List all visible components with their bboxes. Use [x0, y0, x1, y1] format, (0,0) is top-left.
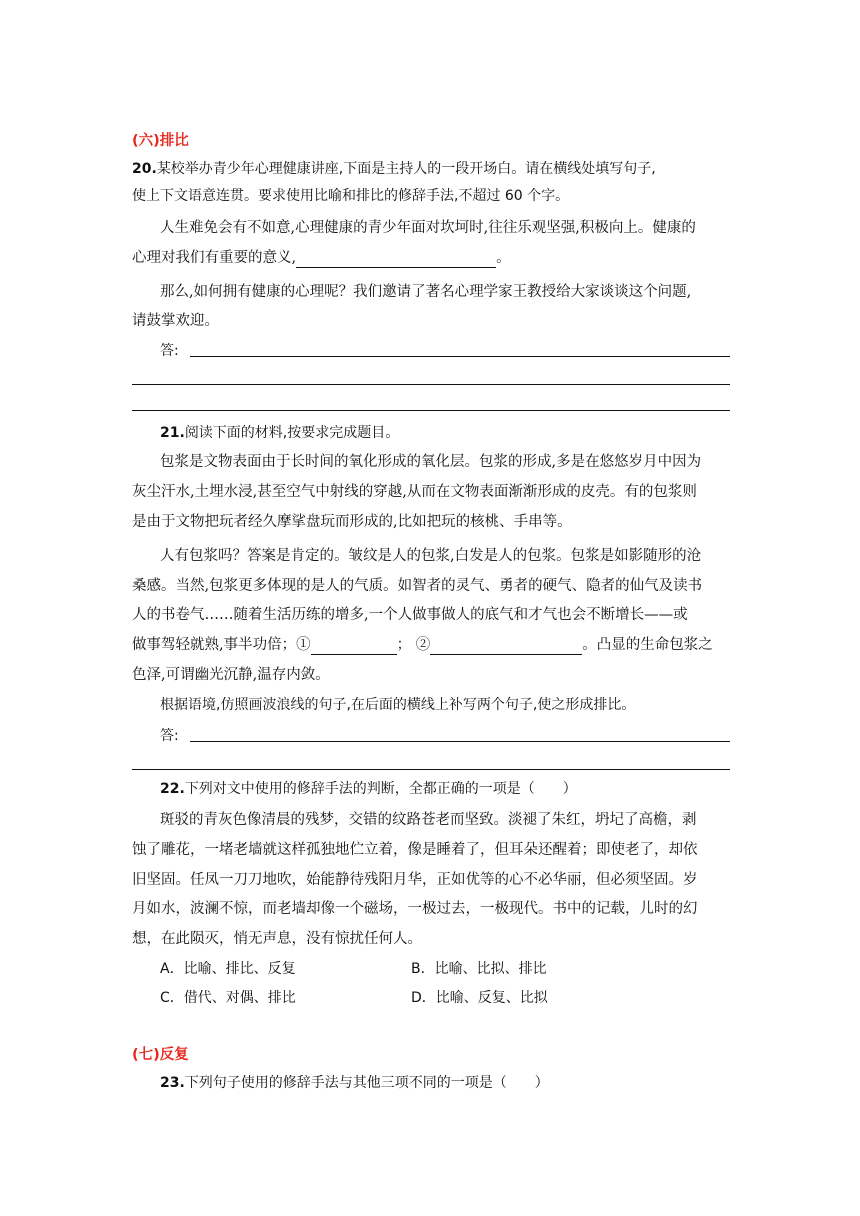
fill-in-blank[interactable] [296, 252, 496, 268]
question-text: 阅读下面的材料,按要求完成题目。 [184, 425, 400, 441]
question-21-stem [160, 423, 399, 443]
question-number: 22. [160, 781, 185, 797]
blank-1-marker: ① [296, 637, 311, 653]
passage-text: 做事驾轻就熟,事半功倍； [132, 637, 297, 653]
option-c[interactable]: C．借代、对偶、排比 [160, 990, 296, 1006]
fill-in-blank-2[interactable] [430, 639, 582, 655]
question-21-passage-line-6: 人的书卷气……随着生活历练的增多,一个人做事做人的底气和才气也会不断增长——或 [132, 607, 688, 623]
question-21-passage-line-5: 桑感。当然,包浆更多体现的是人的气质。如智者的灵气、勇者的硬气、隐者的仙气及读书 [132, 578, 703, 594]
question-21-answer-label: 答: [160, 728, 179, 744]
question-20-passage-line-1: 人生难免会有不如意,心理健康的青少年面对坎坷时,往往乐观坚强,积极向上。健康的 [160, 220, 696, 236]
question-20-passage-line-3: 那么,如何拥有健康的心理呢？我们邀请了著名心理学家王教授给大家谈谈这个问题, [160, 284, 692, 300]
option-b[interactable]: B．比喻、比拟、排比 [411, 961, 547, 977]
question-23-stem [160, 1073, 549, 1093]
question-20-stem-line-2: 使上下文语意连贯。要求使用比喻和排比的修辞手法,不超过 60 个字。 [132, 188, 570, 204]
passage-text: 心理对我们有重要的意义, [132, 250, 297, 266]
section-title-repetition: (七)反复 [132, 1047, 189, 1063]
question-20-answer-label: 答: [160, 343, 179, 359]
passage-text: ； [396, 637, 412, 653]
question-21-instruction: 根据语境,仿照画波浪线的句子,在后面的横线上补写两个句子,使之形成排比。 [160, 697, 636, 713]
answer-line[interactable] [190, 741, 730, 742]
option-d[interactable]: D．比喻、反复、比拟 [411, 990, 548, 1006]
question-21-passage-line-1: 包浆是文物表面由于长时间的氧化形成的氧化层。包浆的形成,多是在悠悠岁月中因为 [160, 454, 702, 470]
question-20-passage-line-4: 请鼓掌欢迎。 [132, 313, 219, 329]
question-22-passage-line-3: 旧坚固。任凤一刀刀地吹，始能静待残阳月华，正如优等的心不必华丽，但必须坚固。岁 [132, 872, 698, 888]
question-21-passage-line-8: 色泽,可谓幽光沉静,温存内敛。 [132, 667, 330, 683]
question-22-passage-line-1: 斑驳的青灰色像清晨的残梦，交错的纹路苍老而坚致。淡褪了朱红，坍圮了高檐，剥 [160, 812, 697, 828]
blank-2-marker: ② [415, 637, 431, 653]
question-22-passage-line-2: 蚀了雕花，一堵老墙就这样孤独地伫立着，像是睡着了，但耳朵还醒着；即使老了，却依 [132, 842, 698, 858]
answer-line[interactable] [132, 410, 730, 411]
fill-in-blank-1[interactable] [311, 639, 397, 655]
question-21-passage-line-4: 人有包浆吗？答案是肯定的。皱纹是人的包浆,白发是人的包浆。包浆是如影随形的沧 [160, 548, 702, 564]
question-22-passage-line-4: 月如水，波澜不惊，而老墙却像一个磁场，一极过去，一极现代。书中的记载，儿时的幻 [132, 901, 698, 917]
option-a[interactable]: A．比喻、排比、反复 [160, 961, 296, 977]
question-21-passage-line-2: 灰尘汗水,土埋水浸,甚至空气中射线的穿越,从而在文物表面渐渐形成的皮壳。有的包浆则 [132, 484, 697, 500]
answer-line[interactable] [132, 769, 730, 770]
question-number: 21. [160, 425, 185, 441]
question-text: 下列对文中使用的修辞手法的判断，全都正确的一项是（ ） [184, 781, 577, 797]
question-22-stem [160, 779, 577, 799]
question-number: 20. [132, 161, 157, 177]
question-text: 下列句子使用的修辞手法与其他三项不同的一项是（ ） [184, 1075, 549, 1091]
question-22-passage-line-5: 想，在此陨灭，悄无声息，没有惊扰任何人。 [132, 931, 422, 947]
question-20-stem-line-1 [132, 159, 656, 179]
passage-text: 。凸显的生命包浆之 [582, 637, 713, 653]
question-text: 某校举办青少年心理健康讲座,下面是主持人的一段开场白。请在横线处填写句子, [156, 161, 656, 177]
question-21-passage-line-7 [132, 635, 713, 655]
section-title-parallelism: (六)排比 [132, 133, 189, 149]
answer-line[interactable] [190, 356, 730, 357]
question-number: 23. [160, 1075, 185, 1091]
passage-text: 。 [496, 250, 511, 266]
question-21-passage-line-3: 是由于文物把玩者经久摩挲盘玩而形成的,比如把玩的核桃、手串等。 [132, 514, 572, 530]
answer-line[interactable] [132, 384, 730, 385]
question-20-passage-line-2 [132, 248, 511, 268]
